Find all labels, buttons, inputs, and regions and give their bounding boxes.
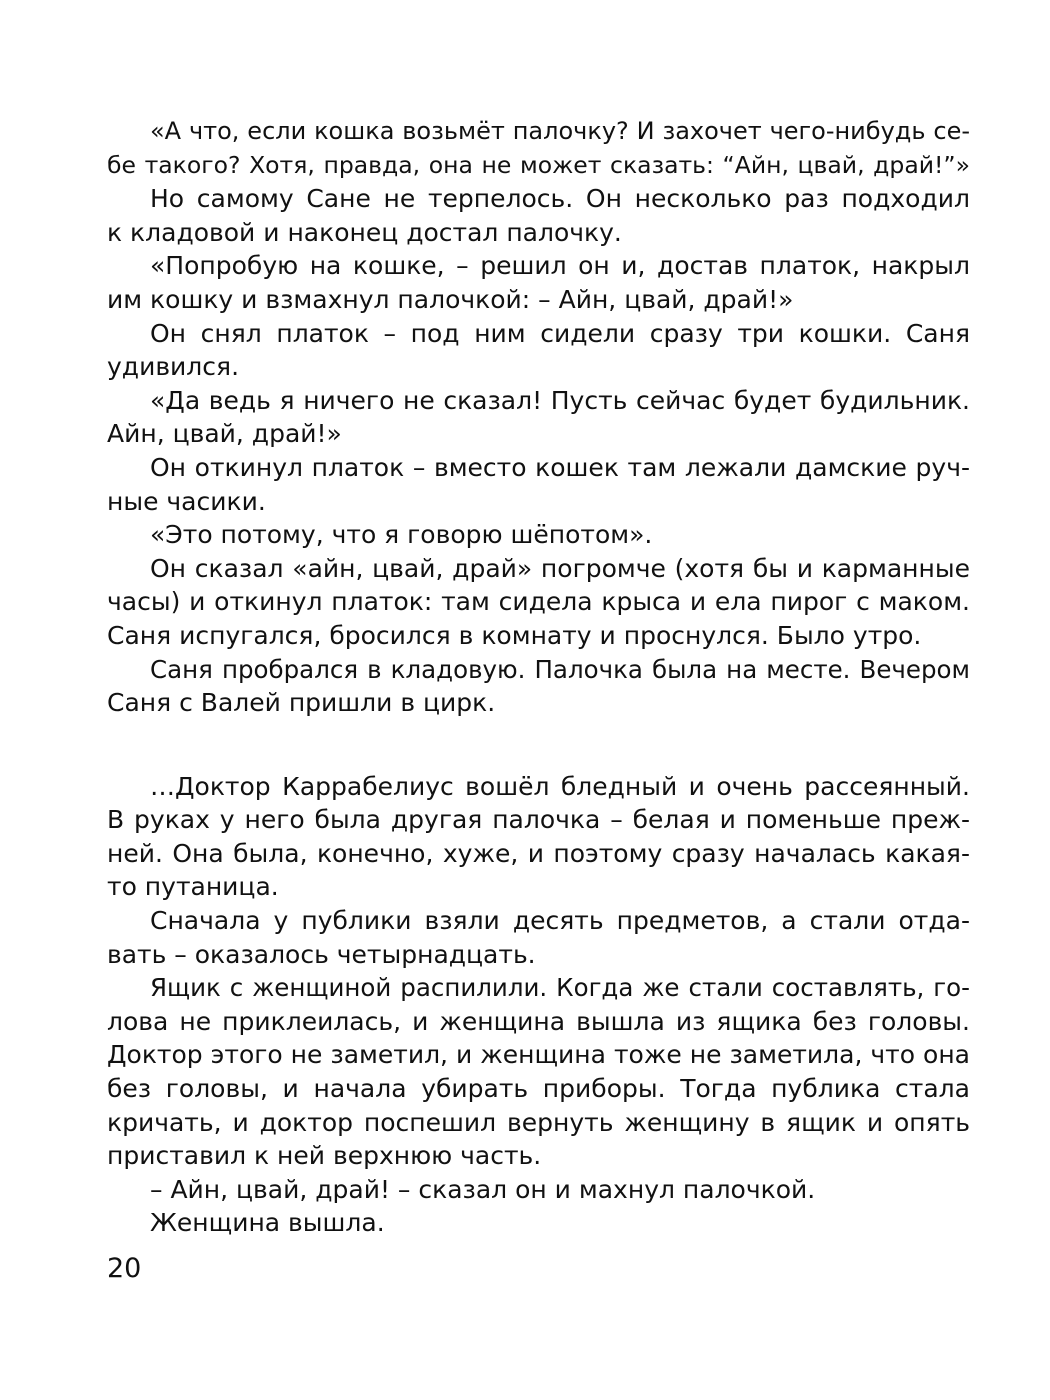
text-line: Айн, цвай, драй!» <box>107 419 342 449</box>
text-line: «Попробую на кошке, – решил он и, достав платок, накрыл <box>150 251 970 281</box>
text-line: Саня с Валей пришли в цирк. <box>107 688 496 718</box>
text-line: приставил к ней верхнюю часть. <box>107 1141 542 1171</box>
text-line: им кошку и взмахнул палочкой: – Айн, цвай, драй!» <box>107 284 794 314</box>
text-line: без головы, и начала убирать приборы. Тогда публика стала <box>107 1074 970 1104</box>
text-line: лова не приклеилась, и женщина вышла из ящика без головы. <box>107 1006 970 1036</box>
text-line: ней. Она была, конечно, хуже, и поэтому сразу началась какая- <box>107 838 970 868</box>
text-line: удивился. <box>107 352 240 382</box>
text-line: Ящик с женщиной распилили. Когда же стали составлять, го- <box>150 973 970 1003</box>
text-line: Он откинул платок – вместо кошек там лежали дамские руч- <box>150 452 970 482</box>
text-line: Он снял платок – под ним сидели сразу три кошки. Саня <box>150 318 970 348</box>
text-line: – Айн, цвай, драй! – сказал он и махнул палочкой. <box>150 1174 816 1204</box>
text-line: Саня пробрался в кладовую. Палочка была на месте. Вечером <box>150 654 970 684</box>
page-text <box>107 115 970 1240</box>
text-line: «Да ведь я ничего не сказал! Пусть сейчас будет будильник. <box>150 385 970 415</box>
text-block-circus-dream <box>107 115 970 720</box>
text-line: то путаница. <box>107 872 279 902</box>
text-line: «Это потому, что я говорю шёпотом». <box>150 520 653 550</box>
text-line: Женщина вышла. <box>150 1208 385 1238</box>
text-line: вать – оказалось четырнадцать. <box>107 939 536 969</box>
text-block-circus-show <box>107 770 970 1240</box>
text-line: кричать, и доктор поспешил вернуть женщину в ящик и опять <box>107 1107 970 1137</box>
text-line: В руках у него была другая палочка – белая и поменьше преж- <box>107 805 970 835</box>
text-line: ные часики. <box>107 486 266 516</box>
text-line: часы) и откинул платок: там сидела крыса и ела пирог с маком. <box>107 587 970 617</box>
text-line: к кладовой и наконец достал палочку. <box>107 217 622 247</box>
section-break <box>107 720 970 770</box>
text-line: Но самому Сане не терпелось. Он несколько раз подходил <box>150 184 970 214</box>
text-line: Он сказал «айн, цвай, драй» погромче (хотя бы и карманные <box>150 553 970 583</box>
text-line: Доктор этого не заметил, и женщина тоже не заметила, что она <box>107 1040 970 1070</box>
text-line: Сначала у публики взяли десять предметов, а стали отда- <box>150 906 970 936</box>
text-line: «А что, если кошка возьмёт палочку? И захочет чего-нибудь се- <box>150 117 970 145</box>
text-line: Саня испугался, бросился в комнату и проснулся. Было утро. <box>107 620 922 650</box>
text-line: бе такого? Хотя, правда, она не может сказать: “Айн, цвай, драй!”» <box>107 150 970 179</box>
text-line: …Доктор Каррабелиус вошёл бледный и очень рассеянный. <box>150 771 970 801</box>
page-number: 20 <box>107 1253 142 1284</box>
